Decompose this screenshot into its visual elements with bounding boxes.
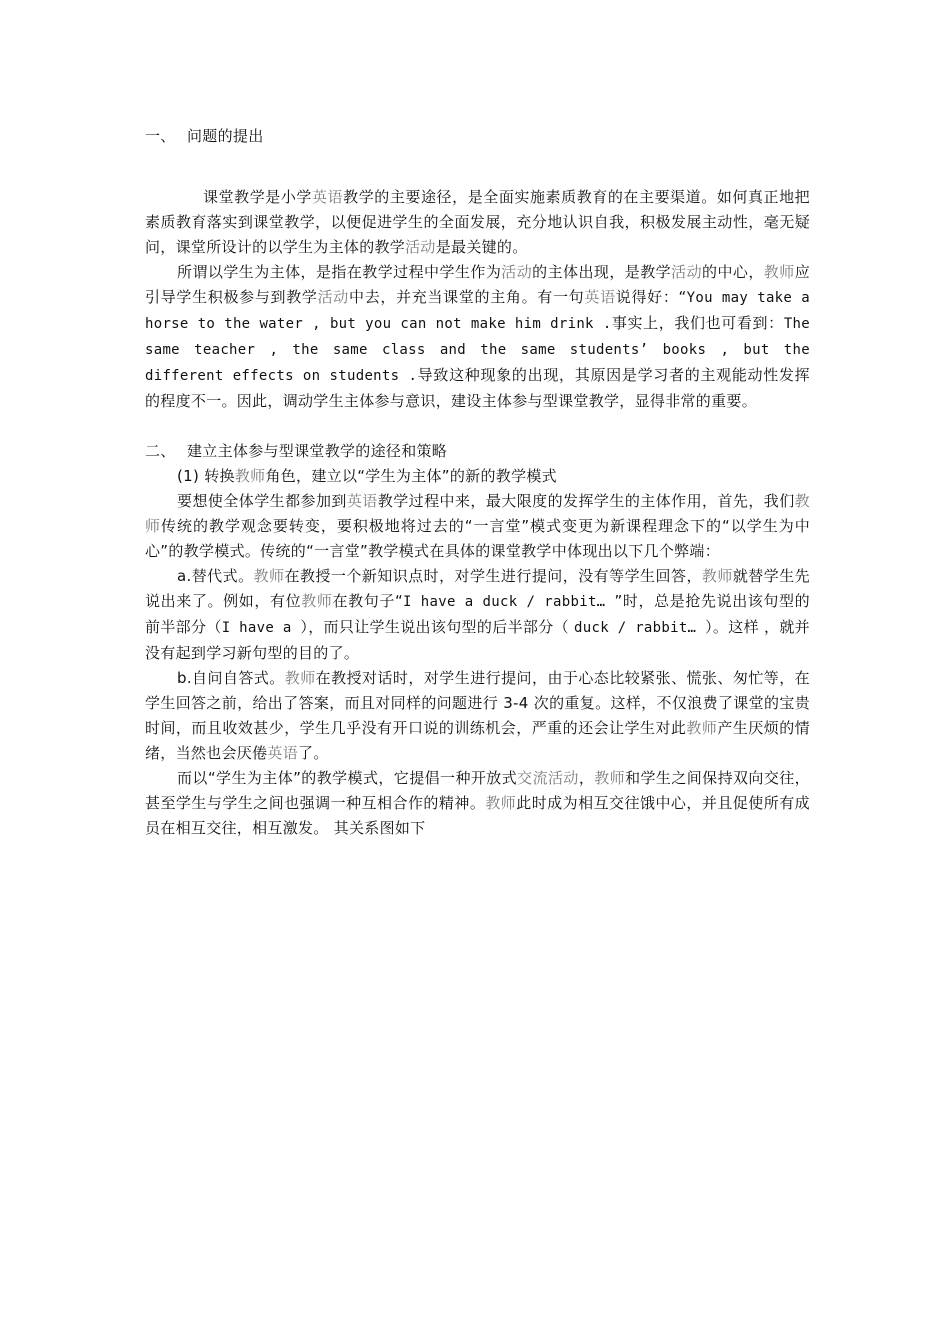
- section-2-heading: [145, 439, 810, 464]
- text-run: 和学生之间保持双向交往，甚至学生与学生之间也强调一种互相合作的精神。: [145, 769, 810, 812]
- keyword-highlight: 英语: [267, 744, 299, 762]
- paragraph-drawback-a: [145, 564, 810, 666]
- text-run: (1) 转换: [177, 467, 235, 485]
- keyword-highlight: 教师: [253, 567, 285, 585]
- text-run: 的中心，: [702, 263, 764, 281]
- section-1-title: 问题的提出: [187, 127, 264, 145]
- text-run: 说得好：“: [615, 288, 687, 306]
- paragraph-intro: [145, 185, 810, 260]
- english-text: You may take a horse to the water , but you can not make him drink .: [145, 290, 810, 332]
- text-run: 就替学生先说出来了。例如，有位: [145, 567, 810, 610]
- text-run: ”时，总是抢先说出该句型的前半部分（: [145, 592, 810, 636]
- section-2-title: 建立主体参与型课堂教学的途径和策略: [187, 442, 448, 460]
- keyword-highlight: 活动: [671, 263, 703, 281]
- paragraph-drawback-b: [145, 666, 810, 766]
- english-text: The same teacher , the same class and the same students’ books , but the different effects on students .: [145, 316, 810, 384]
- section-1-number: 一、: [145, 127, 176, 145]
- keyword-highlight: 教师: [284, 669, 316, 687]
- keyword-highlight: 教师: [145, 492, 810, 535]
- text-run: b.自问自答式。: [177, 669, 285, 687]
- keyword-highlight: 教师: [594, 769, 626, 787]
- text-run: 的主体出现，是教学: [532, 263, 672, 281]
- section-2-number: 二、: [145, 442, 176, 460]
- text-run: ），而只让学生说出该句型的后半部分（: [300, 618, 575, 636]
- keyword-highlight: 英语: [346, 492, 378, 510]
- text-run: ）。这样 ，就并没有起到学习新句型的目的了。: [145, 618, 810, 662]
- paragraph-teaching-model: [145, 489, 810, 564]
- keyword-highlight: 教师: [763, 263, 795, 281]
- text-run: 课堂教学是小学: [203, 188, 312, 206]
- keyword-highlight: 英语: [584, 288, 616, 306]
- keyword-highlight: 教师: [485, 794, 517, 812]
- english-text: I have a duck / rabbit…: [403, 594, 615, 610]
- text-run: 所谓以学生为主体，是指在教学过程中学生作为: [177, 263, 502, 281]
- paragraph-open-model: [145, 766, 810, 841]
- section-1-heading: [145, 124, 810, 149]
- keyword-highlight: 教师: [686, 719, 718, 737]
- text-run: ，: [578, 769, 595, 787]
- keyword-highlight: 交流活动: [517, 769, 579, 787]
- text-run: 在教授对话时，对学生进行提问，由于心态比较紧张、慌张、匆忙等，在学生回答之前，给出了答案，而且对同样的问题进行 3-4 次的重复。这样，不仅浪费了课堂的宝贵时间，而且收效甚少，学生几乎没有开口说的训练机会，严重的还会让学生对此: [145, 669, 810, 737]
- keyword-highlight: 活动: [405, 238, 436, 256]
- text-run: 导致这种现象的出现，其原因是学习者的主观能动性发挥的程度不一。因此，调动学生主体参与意识，建设主体参与型课堂教学，显得非常的重要。: [145, 366, 810, 410]
- text-run: 了。: [298, 744, 329, 762]
- text-run: 中去，并充当课堂的主角。有一句: [349, 288, 585, 306]
- text-run: 教学过程中来，最大限度的发挥学生的主体作用，首先，我们: [377, 492, 795, 510]
- text-run: 在教句子“: [332, 592, 404, 610]
- text-run: 而以“学生为主体”的教学模式，它提倡一种开放式: [177, 769, 518, 787]
- english-text: duck / rabbit…: [574, 620, 706, 636]
- text-run: 产生厌烦的情绪，当然也会厌倦: [145, 719, 810, 762]
- keyword-highlight: 英语: [312, 188, 344, 206]
- text-run: 传统的教学观念要转变，要积极地将过去的“一言堂”模式变更为新课程理念下的“以学生为中心”的教学模式。传统的“一言堂”教学模式在具体的课堂教学中体现出以下几个弊端：: [145, 517, 810, 560]
- keyword-highlight: 活动: [501, 263, 533, 281]
- text-run: 此时成为相互交往饿中心，并且促使所有成员在相互交往，相互激发。 其关系图如下: [145, 794, 810, 837]
- text-run: 事实上，我们也可看到：: [611, 314, 784, 332]
- text-run: 要想使全体学生都参加到: [177, 492, 347, 510]
- paragraph-student-centered: [145, 260, 810, 414]
- text-run: a.替代式。: [177, 567, 254, 585]
- spacer: [145, 149, 810, 185]
- subheading-1: [145, 464, 810, 489]
- text-run: 是最关键的。: [435, 238, 528, 256]
- english-text: I have a: [221, 620, 301, 636]
- keyword-highlight: 教师: [234, 467, 266, 485]
- text-run: 教学的主要途径，是全面实施素质教育的在主要渠道。如何真正地把素质教育落实到课堂教学，以便促进学生的全面发展，充分地认识自我，积极发展主动性，毫无疑问，课堂所设计的以学生为主体的教学: [145, 188, 810, 256]
- spacer: [145, 414, 810, 439]
- document-body: [145, 124, 810, 841]
- text-run: 在教授一个新知识点时，对学生进行提问，没有等学生回答，: [284, 567, 702, 585]
- keyword-highlight: 活动: [317, 288, 349, 306]
- text-run: 角色，建立以“学生为主体”的新的教学模式: [265, 467, 557, 485]
- keyword-highlight: 教师: [301, 592, 333, 610]
- keyword-highlight: 教师: [701, 567, 733, 585]
- text-run: 应引导学生积极参与到教学: [145, 263, 810, 306]
